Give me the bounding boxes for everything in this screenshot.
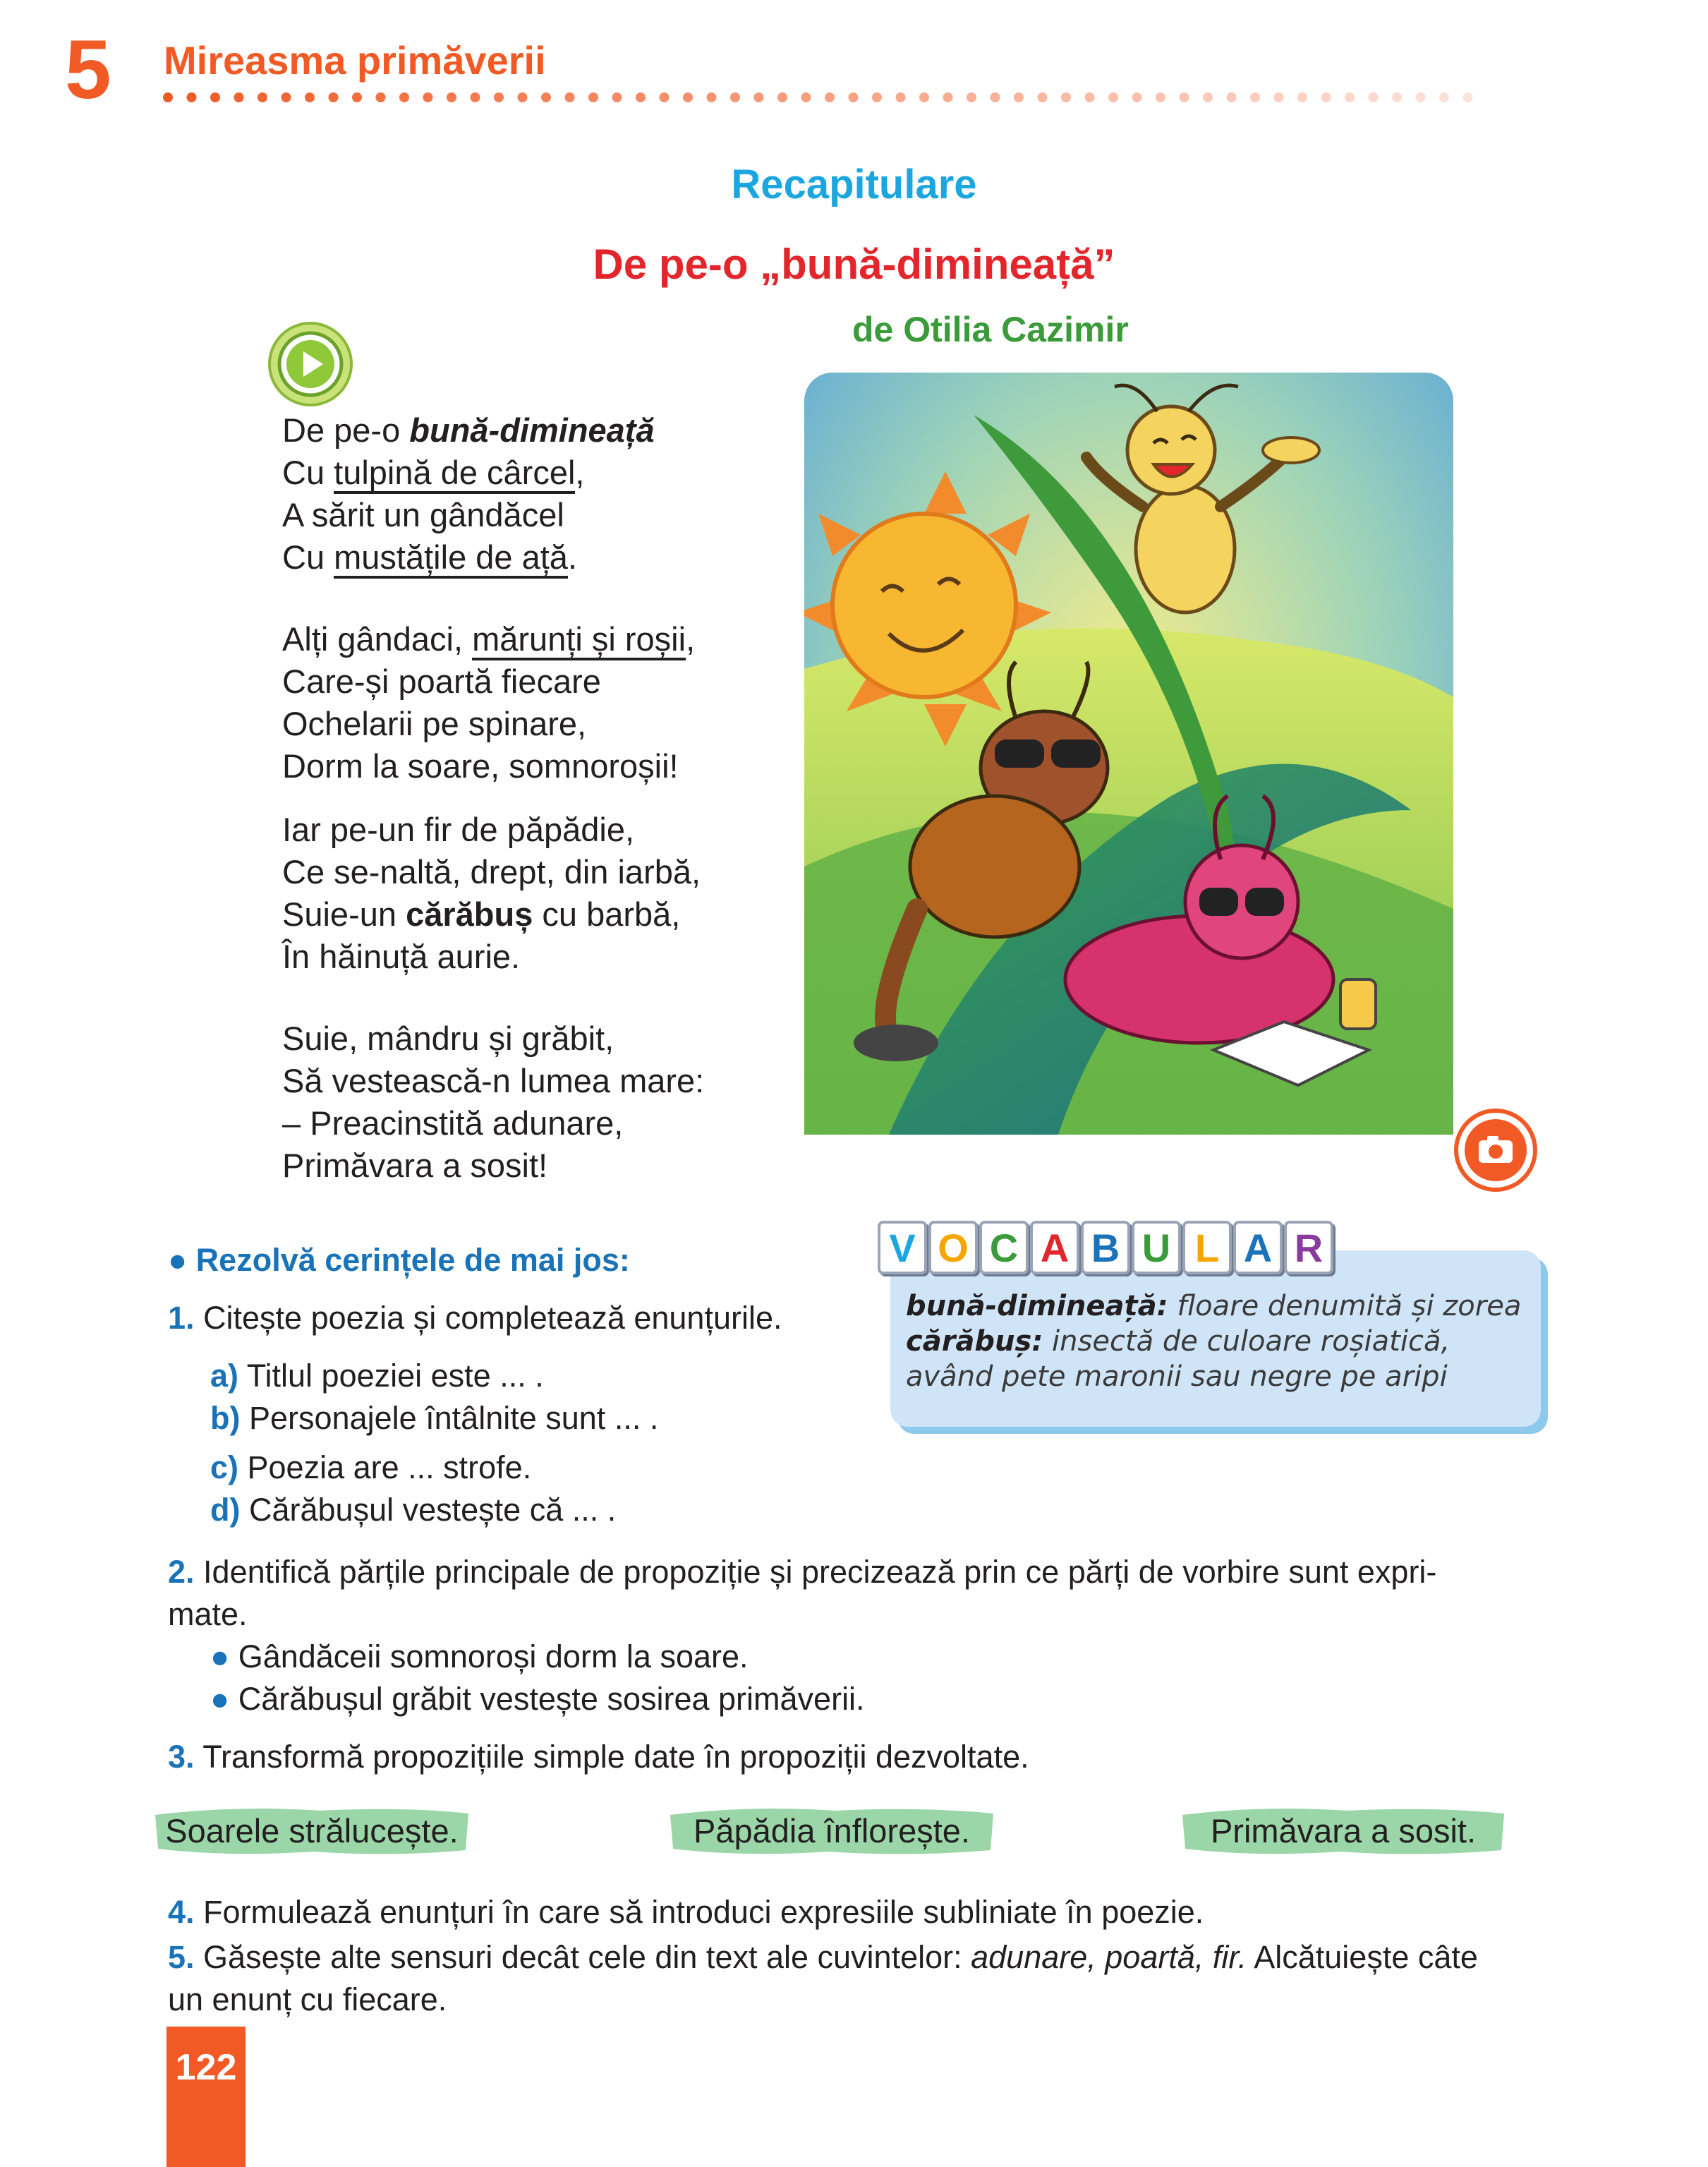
poem-line: Care-și poartă fiecare: [282, 663, 601, 700]
poem-line-text: ,: [686, 620, 696, 658]
vocabulary-letter: A: [1030, 1221, 1079, 1274]
task-3: [168, 1736, 1029, 1778]
poem-text: [282, 409, 790, 1208]
sentence-highlight: [151, 1801, 473, 1860]
task-1-item: [210, 1397, 658, 1439]
underlined-expression: tulpină de cârcel: [334, 454, 575, 494]
divider-dot: [471, 92, 480, 102]
task-number: 1.: [168, 1300, 195, 1336]
divider-dot: [683, 92, 693, 102]
divider-dot: [1369, 92, 1379, 102]
divider-dot: [1321, 92, 1331, 102]
item-label: b): [210, 1400, 241, 1436]
task-text: Citește poezia și completează enunțurile.: [194, 1300, 782, 1336]
task-text: Transformă propozițiile simple date în propoziții dezvoltate.: [194, 1739, 1029, 1775]
vocabulary-letter: V: [878, 1221, 927, 1274]
poem-illustration: [804, 373, 1453, 1135]
divider-dot: [1085, 92, 1095, 102]
vocabulary-definition: insectă de culoare roșiatică, având pete maronii sau negre pe aripi: [906, 1325, 1450, 1393]
task-5: [168, 1936, 1544, 2021]
poem-line: Dorm la soare, somnoroșii!: [282, 747, 679, 785]
item-label: d): [210, 1492, 241, 1528]
emphasized-term: bună-dimineață: [409, 411, 655, 449]
divider-dot: [494, 92, 504, 102]
divider-dot: [1416, 92, 1426, 102]
vocabulary-letter: B: [1081, 1221, 1130, 1274]
task-2-item: [210, 1678, 865, 1720]
divider-dot: [919, 92, 929, 102]
bullet-icon: ●: [210, 1681, 230, 1717]
vocabulary-entries: [906, 1288, 1541, 1394]
item-text: Personajele întâlnite sunt ... .: [240, 1400, 659, 1436]
divider-dot: [1132, 92, 1142, 102]
dotted-divider: [161, 90, 1473, 104]
divider-dot: [1392, 92, 1402, 102]
divider-dot: [210, 92, 220, 102]
vocabulary-letter: L: [1182, 1221, 1232, 1274]
divider-dot: [565, 92, 575, 102]
divider-dot: [447, 92, 456, 102]
task-1-item: [210, 1489, 616, 1531]
divider-dot: [1439, 92, 1449, 102]
poem-line-text: cu barbă,: [533, 895, 681, 933]
task-text-line: mate.: [168, 1596, 248, 1632]
task-1: [168, 1297, 782, 1339]
poem-line: [282, 452, 790, 494]
play-icon[interactable]: [267, 320, 354, 408]
poem-line-text: Suie-un: [282, 895, 406, 933]
item-text: Poezia are ... strofe.: [238, 1449, 532, 1485]
task-number: 4.: [168, 1894, 195, 1930]
divider-dot: [896, 92, 906, 102]
divider-dot: [1463, 92, 1473, 102]
chapter-title: Mireasma primăverii: [164, 38, 546, 83]
tasks-heading: ● Rezolvă cerințele de mai jos:: [168, 1242, 630, 1278]
task-number: 5.: [168, 1939, 195, 1975]
divider-dot: [352, 92, 362, 102]
divider-dot: [1156, 92, 1165, 102]
stanza-4: [282, 1018, 790, 1187]
divider-dot: [281, 92, 291, 102]
divider-dot: [1038, 92, 1048, 102]
poem-line: Suie, mândru și grăbit,: [282, 1020, 614, 1057]
stanza-2: [282, 618, 790, 787]
camera-icon[interactable]: [1453, 1108, 1538, 1193]
vocabulary-definition: floare denumită și zorea: [1168, 1290, 1522, 1322]
task-text-line: [168, 1936, 1544, 1979]
item-text: Gândăceii somnoroși dorm la soare.: [229, 1638, 749, 1674]
task-2: [168, 1551, 1544, 1636]
divider-dot: [541, 92, 551, 102]
divider-dot: [258, 92, 267, 102]
divider-dot: [730, 92, 740, 102]
poem-line-text: Cu: [282, 454, 334, 491]
item-label: c): [210, 1449, 239, 1485]
section-title: Recapitulare: [731, 162, 977, 207]
divider-dot: [1345, 92, 1355, 102]
task-text: Găsește alte sensuri decât cele din text ale cuvintelor:: [194, 1939, 971, 1975]
underlined-expression: mărunți și roșii: [472, 620, 686, 660]
divider-dot: [234, 92, 244, 102]
poem-line: – Preacinstită adunare,: [282, 1104, 624, 1142]
vocabulary-term: cărăbuș:: [906, 1325, 1043, 1358]
task-text: Identifică părțile principale de propoziție și precizează prin ce părți de vorbire sunt expri-: [194, 1554, 1437, 1590]
divider-dot: [801, 92, 811, 102]
task-2-item: [210, 1636, 749, 1678]
task-4: [168, 1891, 1204, 1933]
task-text: Alcătuiește câte: [1247, 1939, 1478, 1975]
task-number: 2.: [168, 1554, 195, 1590]
underlined-expression: mustățile de ață: [334, 538, 568, 579]
vocabulary-letter: C: [979, 1221, 1029, 1274]
divider-dot: [754, 92, 764, 102]
sentence-text: Păpădia înflorește.: [694, 1811, 970, 1849]
divider-dot: [187, 92, 197, 102]
divider-dot: [588, 92, 598, 102]
vocabulary-letter: A: [1233, 1221, 1283, 1274]
stanza-1: [282, 409, 790, 579]
item-text: Cărăbușul grăbit vestește sosirea primăverii.: [229, 1681, 865, 1717]
poem-line: Iar pe-un fir de păpădie,: [282, 811, 635, 848]
task-text-line: [168, 1551, 1544, 1593]
divider-dot: [1297, 92, 1307, 102]
item-text: Titlul poeziei este ... .: [238, 1358, 544, 1394]
divider-dot: [636, 92, 646, 102]
poem-line: [282, 536, 790, 579]
sentence-text: Primăvara a sosit.: [1210, 1811, 1477, 1849]
poem-line-text: Alți gândaci,: [282, 620, 473, 658]
poem-line: Să vestească-n lumea mare:: [282, 1062, 705, 1099]
poem-line-text: .: [567, 538, 578, 576]
poem-title: De pe-o „bună-dimineață”: [593, 241, 1115, 288]
stanza-3: [282, 809, 790, 978]
vocabulary-term: bună-dimineață:: [906, 1290, 1168, 1322]
vocabulary-title: [878, 1221, 1335, 1274]
poem-line: Ce se-naltă, drept, din iarbă,: [282, 853, 701, 891]
divider-dot: [612, 92, 622, 102]
divider-dot: [376, 92, 386, 102]
poem-line: [282, 618, 790, 660]
divider-dot: [163, 92, 173, 102]
divider-dot: [1061, 92, 1071, 102]
divider-dot: [777, 92, 787, 102]
divider-dot: [660, 92, 670, 102]
divider-dot: [825, 92, 835, 102]
divider-dot: [1274, 92, 1284, 102]
divider-dot: [329, 92, 339, 102]
vocabulary-letter: R: [1284, 1221, 1333, 1274]
page-number: 122: [175, 2047, 237, 2088]
poem-line-text: Cu: [282, 538, 334, 576]
divider-dot: [399, 92, 409, 102]
divider-dot: [849, 92, 859, 102]
chapter-number: 5: [65, 23, 111, 116]
task-1-item: [210, 1355, 544, 1397]
divider-dot: [305, 92, 315, 102]
poem-line: [282, 893, 790, 936]
poem-line: În hăinuță aurie.: [282, 938, 521, 975]
poem-line-text: De pe-o: [282, 411, 410, 449]
bullet-icon: ●: [210, 1638, 230, 1674]
sentence-highlight: [1178, 1801, 1508, 1860]
divider-dot: [1250, 92, 1260, 102]
task-number: 3.: [168, 1739, 195, 1775]
poem-line: Primăvara a sosit!: [282, 1147, 548, 1184]
divider-dot: [967, 92, 976, 102]
vocabulary-letter: U: [1132, 1221, 1181, 1274]
poem-line: Ochelarii pe spinare,: [282, 705, 587, 742]
divider-dot: [943, 92, 953, 102]
divider-dot: [707, 92, 717, 102]
poem-line: A sărit un gândăcel: [282, 496, 564, 533]
divider-dot: [991, 92, 1000, 102]
divider-dot: [1108, 92, 1118, 102]
task-words: adunare, poartă, fir.: [971, 1939, 1247, 1975]
divider-dot: [872, 92, 882, 102]
emphasized-term: cărăbuș: [406, 895, 533, 933]
sentence-text: Soarele strălucește.: [165, 1811, 459, 1849]
divider-dot: [1180, 92, 1189, 102]
poem-author: de Otilia Cazimir: [852, 310, 1129, 349]
item-label: a): [210, 1358, 239, 1394]
vocabulary-entry: [906, 1288, 1541, 1324]
poem-line: [282, 409, 790, 452]
divider-dot: [1227, 92, 1237, 102]
divider-dot: [1014, 92, 1024, 102]
divider-dot: [518, 92, 528, 102]
task-text: Formulează enunțuri în care să introduci expresiile subliniate în poezie.: [194, 1894, 1204, 1930]
poem-line-text: ,: [575, 454, 585, 491]
task-1-item: [210, 1447, 531, 1489]
vocabulary-entry: [906, 1324, 1541, 1394]
sentence-highlight: [666, 1801, 998, 1860]
vocabulary-letter: O: [928, 1221, 978, 1274]
divider-dot: [1203, 92, 1213, 102]
item-text: Cărăbușul vestește că ... .: [240, 1492, 617, 1528]
task-text-line: un enunț cu fiecare.: [168, 1981, 447, 2017]
divider-dot: [423, 92, 433, 102]
